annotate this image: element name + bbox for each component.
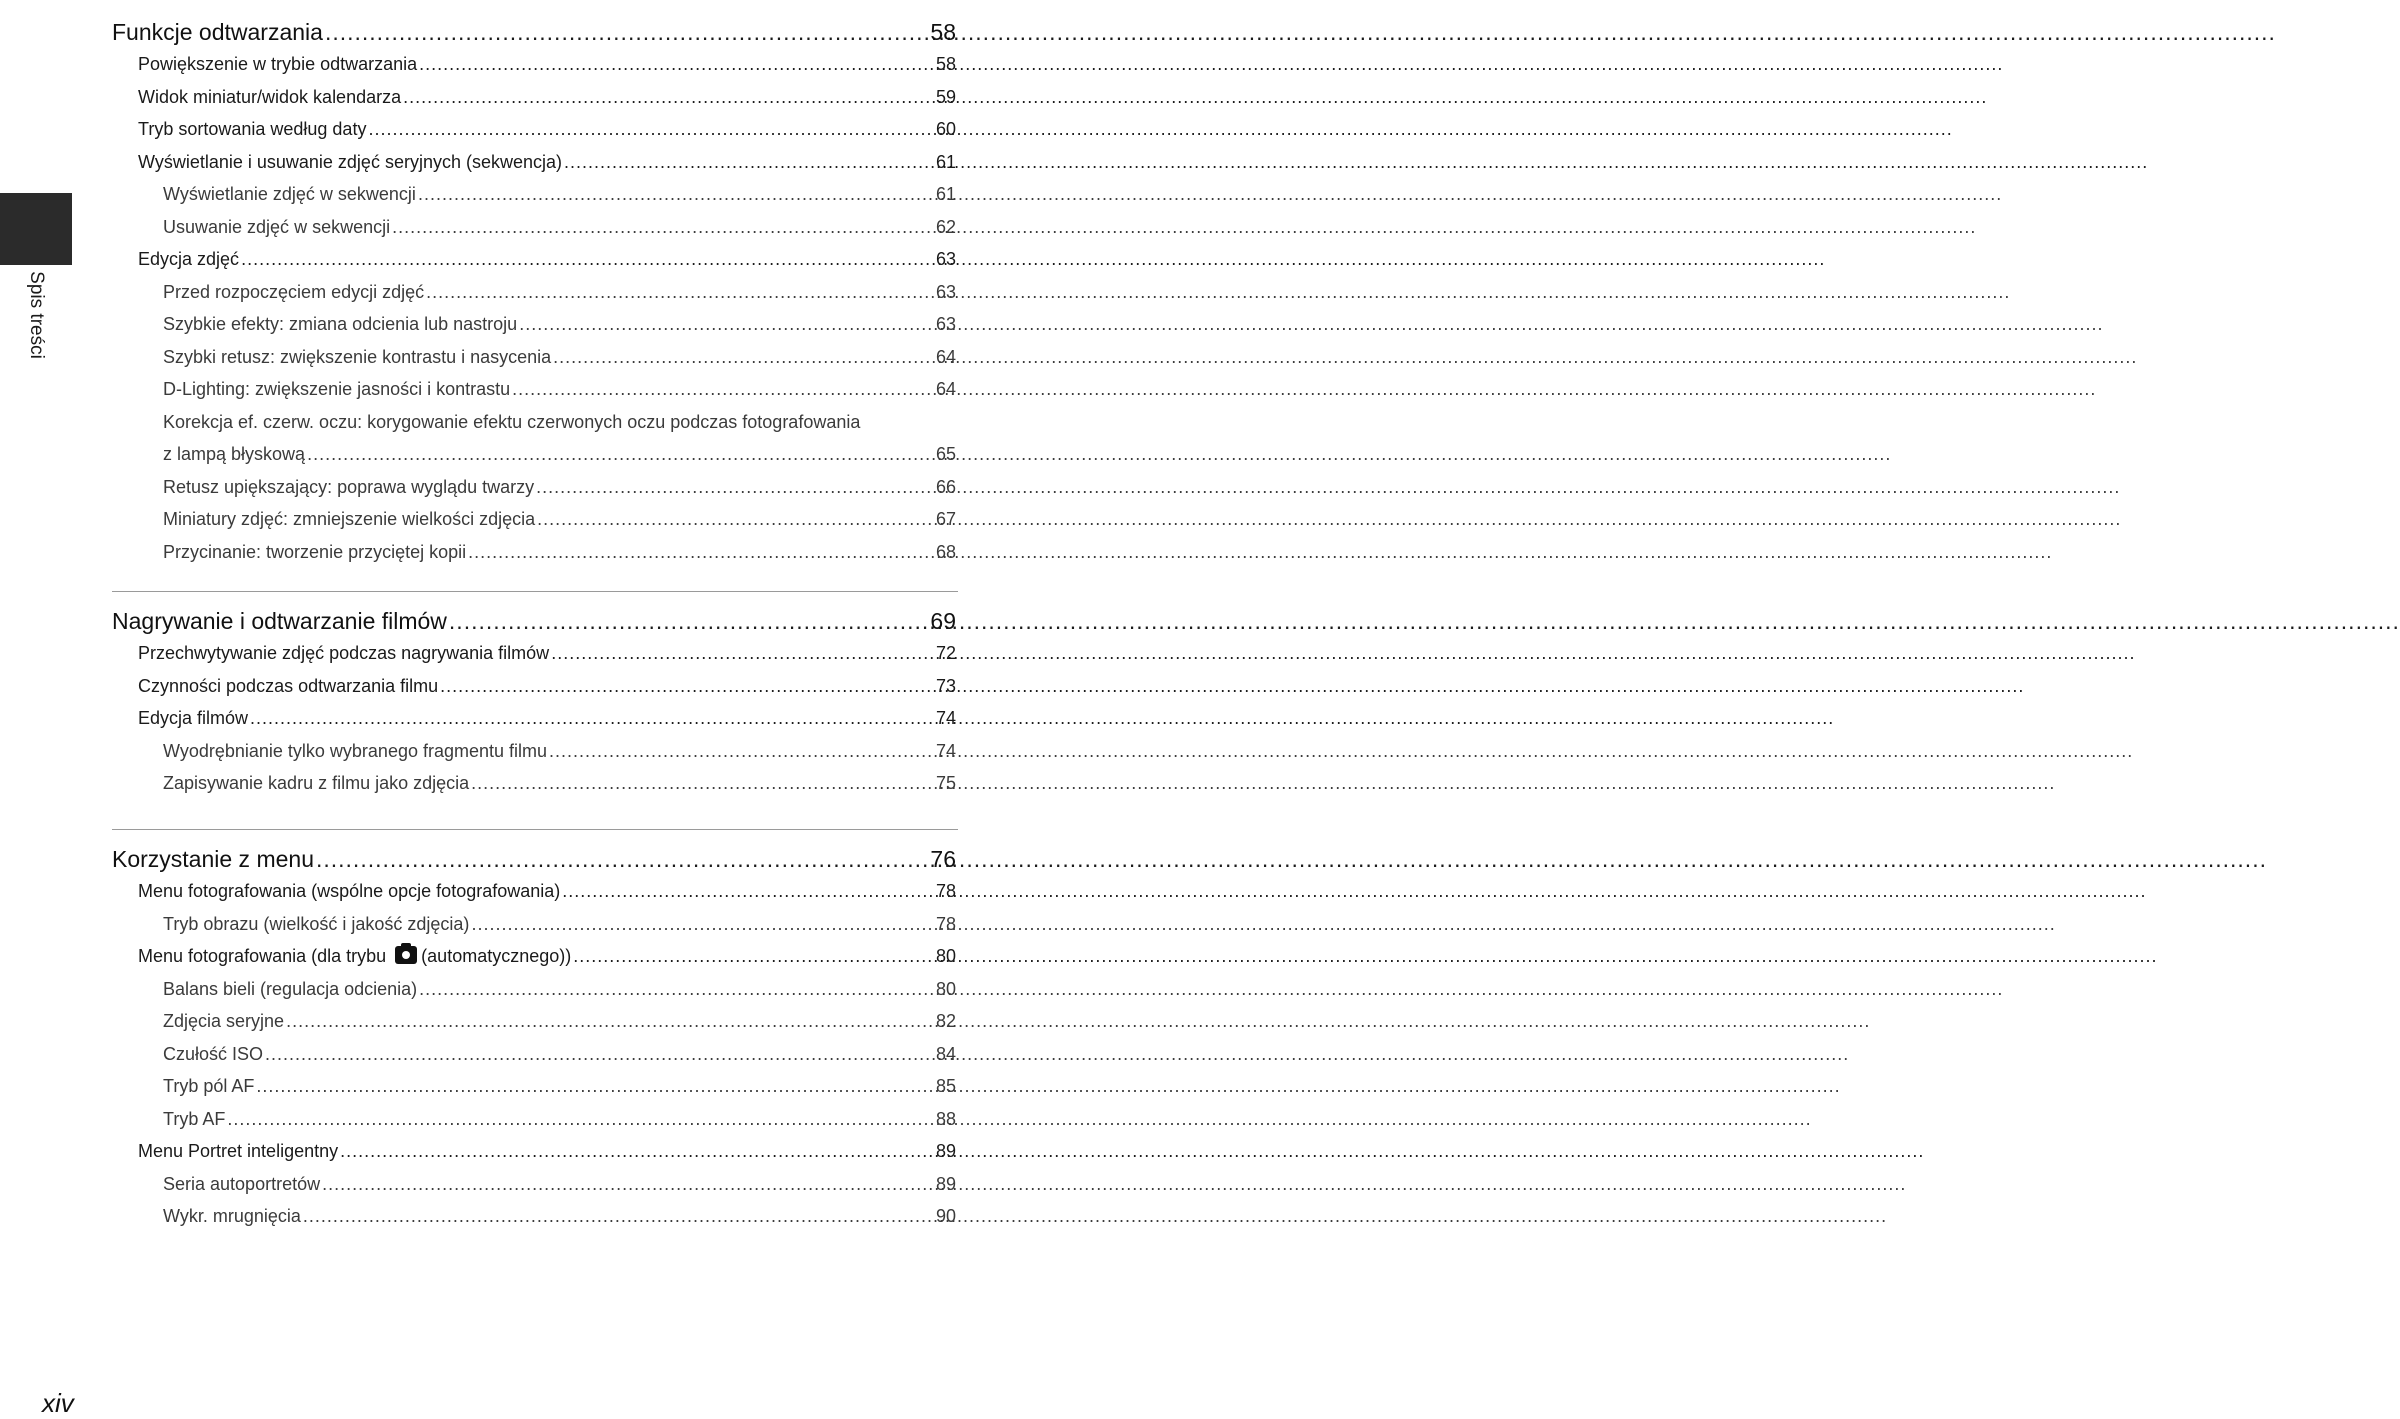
toc-section	[112, 843, 960, 1233]
dot-leader	[250, 702, 933, 735]
toc-section-entry[interactable]	[138, 940, 960, 973]
dot-leader	[512, 373, 933, 406]
dot-leader	[562, 875, 933, 908]
toc-section-entry[interactable]	[138, 875, 960, 908]
toc-chapter-entry[interactable]	[112, 16, 960, 48]
page-number: xiv	[42, 1388, 74, 1418]
toc-entry-wrapped-title[interactable]: Korekcja ef. czerw. oczu: korygowanie efektu czerwonych oczu podczas fotografowania	[163, 411, 861, 432]
toc-section-entry[interactable]	[138, 243, 960, 276]
toc-page-number: 64	[935, 379, 956, 399]
toc-page-number: 61	[935, 151, 956, 172]
toc-entry-title: Tryb pól AF	[163, 1076, 255, 1096]
dot-leader	[241, 243, 933, 276]
toc-page-number: 80	[935, 978, 956, 999]
toc-page-number: 76	[930, 846, 956, 872]
toc-subsection-entry[interactable]	[163, 1168, 960, 1201]
toc-page-number: 89	[935, 1173, 956, 1194]
toc-page-number: 63	[935, 281, 956, 302]
toc-section-entry[interactable]	[138, 48, 960, 81]
toc-entry-title: Korzystanie z menu	[112, 846, 314, 872]
dot-leader	[564, 146, 933, 179]
dot-leader	[536, 471, 933, 504]
toc-entry-title: Tryb sortowania według daty	[138, 119, 367, 139]
toc-subsection-entry[interactable]	[163, 276, 960, 309]
toc-section-entry[interactable]	[138, 637, 960, 670]
chapter-tab-marker	[0, 193, 72, 265]
dot-leader	[471, 767, 933, 800]
dot-leader	[303, 1200, 933, 1233]
toc-entry-title: Tryb AF	[163, 1108, 226, 1129]
toc-page-number: 66	[935, 476, 956, 497]
toc-section-entry[interactable]	[138, 670, 960, 703]
toc-subsection-entry[interactable]	[163, 1070, 960, 1103]
dot-leader	[551, 637, 933, 670]
dot-leader	[440, 670, 933, 703]
toc-subsection-entry[interactable]	[163, 471, 960, 504]
toc-page-number: 82	[935, 1011, 956, 1031]
toc-section-entry[interactable]	[138, 146, 960, 179]
toc-subsection-entry[interactable]	[163, 178, 960, 211]
toc-entry-title: Nagrywanie i odtwarzanie filmów	[112, 608, 447, 634]
toc-entry-title: Usuwanie zdjęć w sekwencji	[163, 216, 391, 237]
toc-page-number: 60	[935, 119, 956, 139]
dot-leader	[468, 536, 933, 569]
chapter-tab-label: Spis treści	[26, 271, 47, 359]
dot-leader	[418, 178, 933, 211]
dot-leader	[265, 1038, 933, 1071]
toc-page-number: 85	[935, 1076, 956, 1096]
toc-entry-title: Edycja zdjęć	[138, 249, 240, 269]
dot-leader	[537, 503, 933, 536]
dot-leader	[449, 605, 927, 637]
toc-subsection-entry[interactable]	[163, 1038, 960, 1071]
toc-subsection-entry[interactable]	[163, 438, 960, 471]
toc-entry-title: Seria autoportretów	[163, 1173, 321, 1194]
toc-page-number: 74	[935, 740, 956, 761]
toc-section-entry[interactable]	[138, 702, 960, 735]
toc-entry-title: Zdjęcia seryjne	[163, 1011, 285, 1031]
toc-page-number: 61	[935, 184, 956, 204]
camera-icon	[395, 946, 417, 964]
dot-leader	[322, 1168, 933, 1201]
toc-entry-title: Retusz upiększający: poprawa wyglądu twarzy	[163, 476, 535, 497]
toc-entry-title: Wyodrębnianie tylko wybranego fragmentu filmu	[163, 740, 548, 761]
toc-page-number: 64	[935, 346, 956, 367]
toc-entry-title: Szybki retusz: zwiększenie kontrastu i nasycenia	[163, 346, 552, 367]
toc-page-number: 78	[935, 913, 956, 934]
toc-subsection-entry[interactable]	[163, 767, 960, 800]
dot-leader	[325, 16, 927, 48]
toc-page-number: 63	[935, 249, 956, 269]
toc-subsection-entry[interactable]	[163, 1200, 960, 1233]
dot-leader	[573, 940, 933, 973]
toc-subsection-entry[interactable]	[163, 211, 960, 244]
dot-leader	[227, 1103, 933, 1136]
dot-leader	[392, 211, 933, 244]
toc-entry-title: Czułość ISO	[163, 1043, 264, 1064]
toc-subsection-entry[interactable]	[163, 536, 960, 569]
dot-leader	[307, 438, 933, 471]
toc-page-number: 59	[935, 86, 956, 107]
toc-page-number: 62	[935, 216, 956, 237]
toc-page-number: 75	[935, 773, 956, 793]
toc-section-entry[interactable]	[138, 1135, 960, 1168]
toc-page-number: 80	[935, 946, 956, 966]
toc-page-number: 63	[935, 314, 956, 334]
toc-page-number: 84	[935, 1043, 956, 1064]
toc-entry-title: Tryb obrazu (wielkość i jakość zdjęcia)	[163, 913, 470, 934]
dot-leader	[553, 341, 933, 374]
dot-leader	[419, 973, 933, 1006]
toc-page-number: 78	[935, 881, 956, 901]
toc-entry-title: Balans bieli (regulacja odcienia)	[163, 978, 418, 999]
toc-subsection-entry[interactable]	[163, 373, 960, 406]
toc-entry-title: Przechwytywanie zdjęć podczas nagrywania filmów	[138, 643, 550, 663]
toc-subsection-entry[interactable]	[163, 973, 960, 1006]
toc-entry-title: z lampą błyskową	[163, 444, 306, 464]
toc-page-number: 73	[935, 675, 956, 696]
toc-page-number: 58	[935, 54, 956, 74]
toc-subsection-entry[interactable]	[163, 308, 960, 341]
toc-section	[112, 605, 960, 800]
toc-page-number: 72	[935, 643, 956, 663]
toc-subsection-entry[interactable]	[163, 341, 960, 374]
toc-section	[112, 16, 960, 568]
dot-leader	[471, 908, 933, 941]
toc-entry-title: Szybkie efekty: zmiana odcienia lub nastroju	[163, 314, 518, 334]
dot-leader	[368, 113, 933, 146]
toc-entry-title: Widok miniatur/widok kalendarza	[138, 86, 402, 107]
toc-entry-title: Menu fotografowania (wspólne opcje fotografowania)	[138, 881, 561, 901]
toc-subsection-entry[interactable]	[163, 503, 960, 536]
dot-leader	[419, 48, 933, 81]
toc-page-number: 69	[930, 608, 956, 634]
dot-leader	[549, 735, 933, 768]
dot-leader	[519, 308, 933, 341]
toc-subsection-entry[interactable]	[163, 908, 960, 941]
toc-page-number: 67	[935, 509, 956, 529]
toc-page-number: 68	[935, 541, 956, 562]
toc-page-number: 58	[930, 19, 956, 45]
dot-leader	[426, 276, 933, 309]
dot-leader	[316, 843, 927, 875]
toc-section-entry[interactable]	[138, 113, 960, 146]
toc-entry-title: Menu Portret inteligentny	[138, 1141, 339, 1161]
toc-chapter-entry[interactable]	[112, 605, 960, 637]
toc-entry-title: Zapisywanie kadru z filmu jako zdjęcia	[163, 773, 470, 793]
toc-page-number: 88	[935, 1108, 956, 1129]
toc-entry-title: Wyświetlanie i usuwanie zdjęć seryjnych (sekwencja)	[138, 151, 563, 172]
toc-entry-title-part: Menu fotografowania (dla trybu	[138, 946, 387, 966]
section-divider	[112, 591, 958, 592]
toc-entry-title-part: (automatycznego))	[421, 946, 572, 966]
toc-entry-title: Funkcje odtwarzania	[112, 19, 323, 45]
toc-page-number: 90	[935, 1206, 956, 1226]
toc-entry-title: Edycja filmów	[138, 708, 249, 728]
dot-leader	[403, 81, 933, 114]
dot-leader	[286, 1005, 933, 1038]
section-divider	[112, 829, 958, 830]
toc-subsection-entry[interactable]	[163, 1103, 960, 1136]
toc-chapter-entry[interactable]	[112, 843, 960, 875]
toc-entry-title: Przed rozpoczęciem edycji zdjęć	[163, 281, 425, 302]
toc-entry-title: Powiększenie w trybie odtwarzania	[138, 54, 418, 74]
toc-entry-title: Wykr. mrugnięcia	[163, 1206, 301, 1226]
toc-entry-title: Wyświetlanie zdjęć w sekwencji	[163, 184, 416, 204]
toc-page-number: 89	[935, 1141, 956, 1161]
dot-leader	[340, 1135, 933, 1168]
toc-entry-title: Przycinanie: tworzenie przyciętej kopii	[163, 541, 467, 562]
dot-leader	[256, 1070, 933, 1103]
toc-subsection-entry[interactable]	[163, 1005, 960, 1038]
toc-entry-title: Czynności podczas odtwarzania filmu	[138, 675, 439, 696]
toc-page-number: 74	[935, 708, 956, 728]
toc-subsection-entry[interactable]	[163, 735, 960, 768]
toc-entry-title	[138, 940, 571, 973]
toc-entry-title: Miniatury zdjęć: zmniejszenie wielkości zdjęcia	[163, 509, 536, 529]
toc-section-entry[interactable]	[138, 81, 960, 114]
toc-entry-title: D-Lighting: zwiększenie jasności i kontrastu	[163, 379, 511, 399]
toc-page-number: 65	[935, 444, 956, 464]
